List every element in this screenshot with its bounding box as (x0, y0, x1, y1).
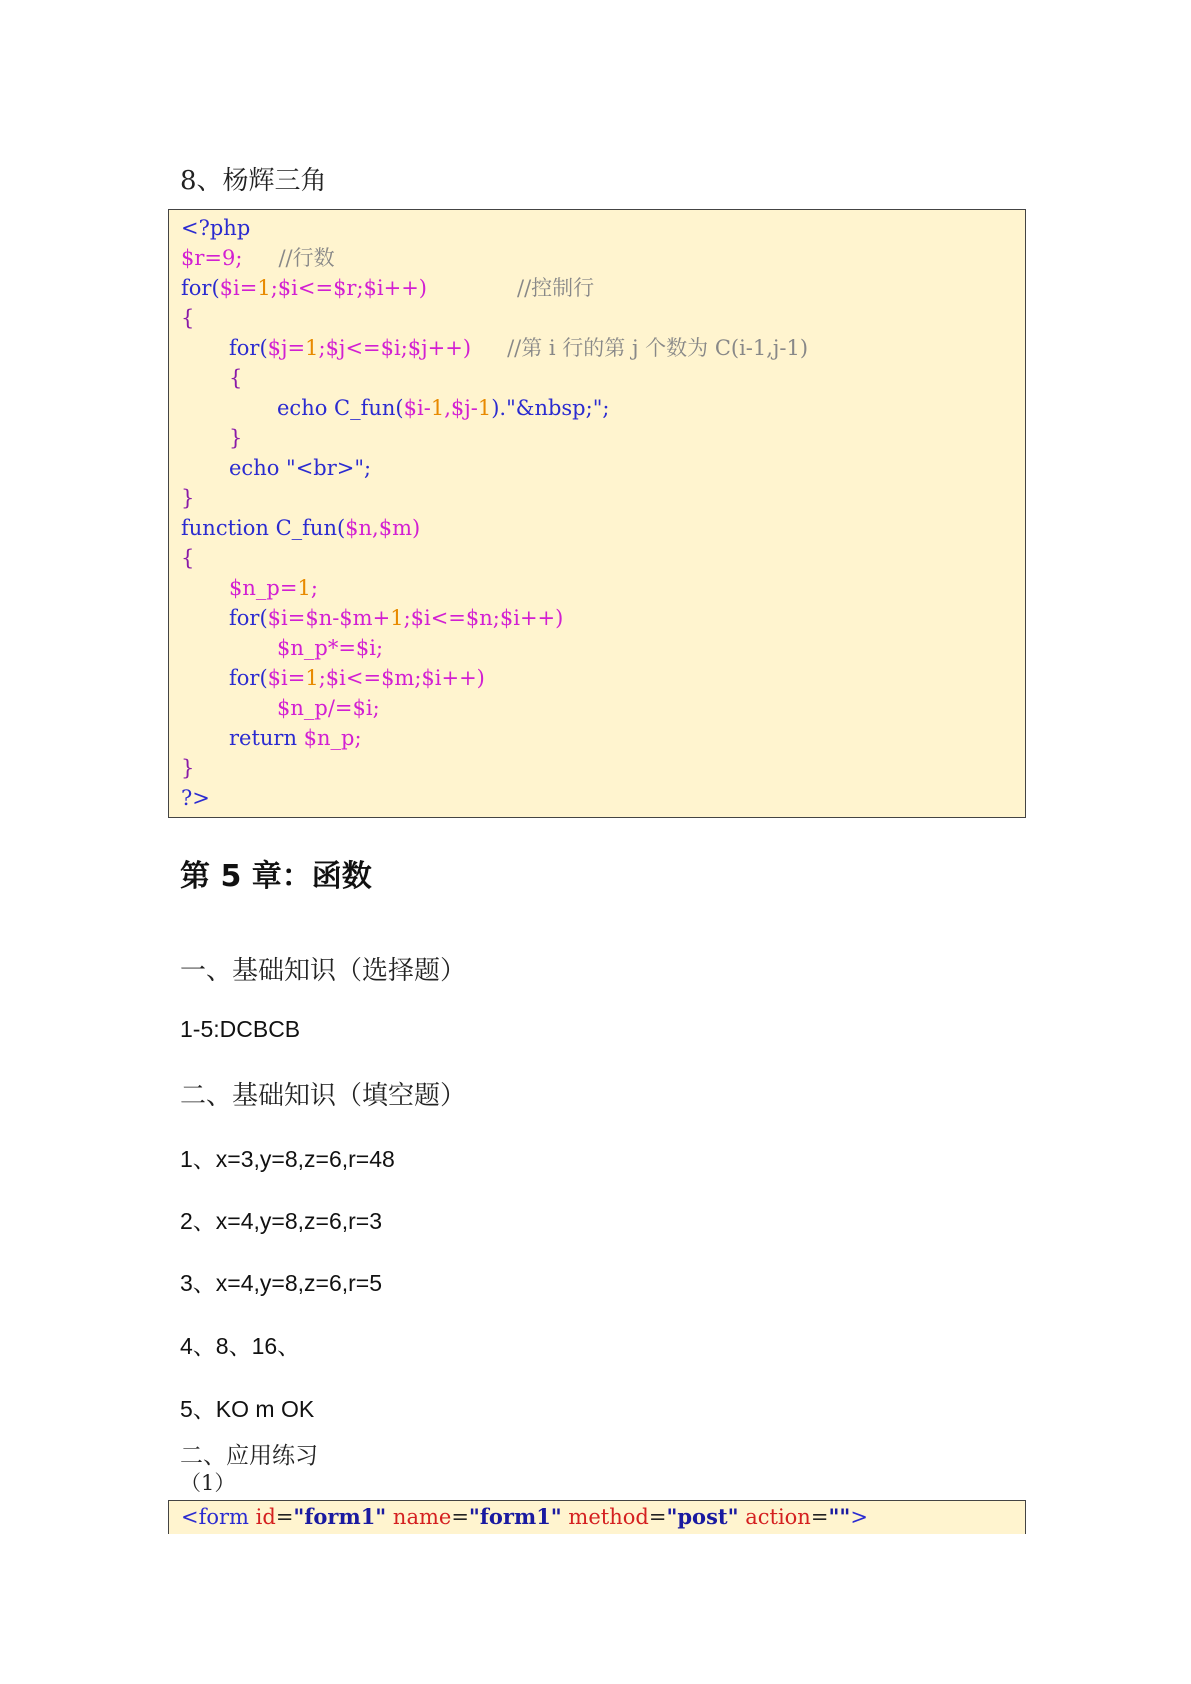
code-line: { (181, 306, 195, 330)
section-title: 8、杨辉三角 (180, 166, 327, 196)
part3-title: 二、应用练习 (180, 1443, 318, 1469)
code-line: $r=9; //行数 (181, 246, 335, 270)
code-line: for($i=1;$i<=$m;$i++) (229, 666, 485, 690)
code-line: return $n_p; (229, 726, 362, 750)
part1-title: 一、基础知识（选择题） (180, 956, 467, 986)
code-line: $n_p*=$i; (277, 636, 384, 660)
code-line: $n_p/=$i; (277, 696, 380, 720)
code-line: ?> (181, 786, 210, 810)
code-line: } (181, 756, 195, 780)
part3-subtitle: （1） (180, 1471, 236, 1495)
chapter-title: 第 5 章：函数 (180, 859, 372, 894)
code-line: } (181, 486, 195, 510)
fill-answer-1: 1、x=3,y=8,z=6,r=48 (180, 1146, 395, 1172)
code-line: for($j=1;$j<=$i;$j++) //第 i 行的第 j 个数为 C(i-1,j-1) (229, 336, 809, 360)
code-line: { (181, 546, 195, 570)
code-line: { (229, 366, 243, 390)
code-line: $n_p=1; (229, 576, 318, 600)
code-line: for($i=$n-$m+1;$i<=$n;$i++) (229, 606, 564, 630)
fill-answer-3: 3、x=4,y=8,z=6,r=5 (180, 1270, 383, 1296)
part2-title: 二、基础知识（填空题） (180, 1081, 467, 1111)
code-line: } (229, 426, 243, 450)
fill-answer-5: 5、KO m OK (180, 1396, 315, 1422)
code-block-pascal-triangle (168, 209, 1026, 818)
fill-answer-2: 2、x=4,y=8,z=6,r=3 (180, 1208, 383, 1234)
code-line: for($i=1;$i<=$r;$i++) //控制行 (181, 276, 595, 300)
code-line: <?php (181, 216, 251, 240)
part1-answer: 1-5:DCBCB (180, 1016, 301, 1042)
fill-answer-4: 4、8、16、 (180, 1333, 301, 1359)
code-line: echo "<br>"; (229, 456, 372, 480)
code-line: echo C_fun($i-1,$j-1)."&nbsp;"; (277, 396, 610, 420)
code-line: function C_fun($n,$m) (181, 516, 421, 540)
code-block-form (168, 1500, 1026, 1534)
code-line: <form id="form1" name="form1" method="post" action=""> (181, 1504, 868, 1529)
